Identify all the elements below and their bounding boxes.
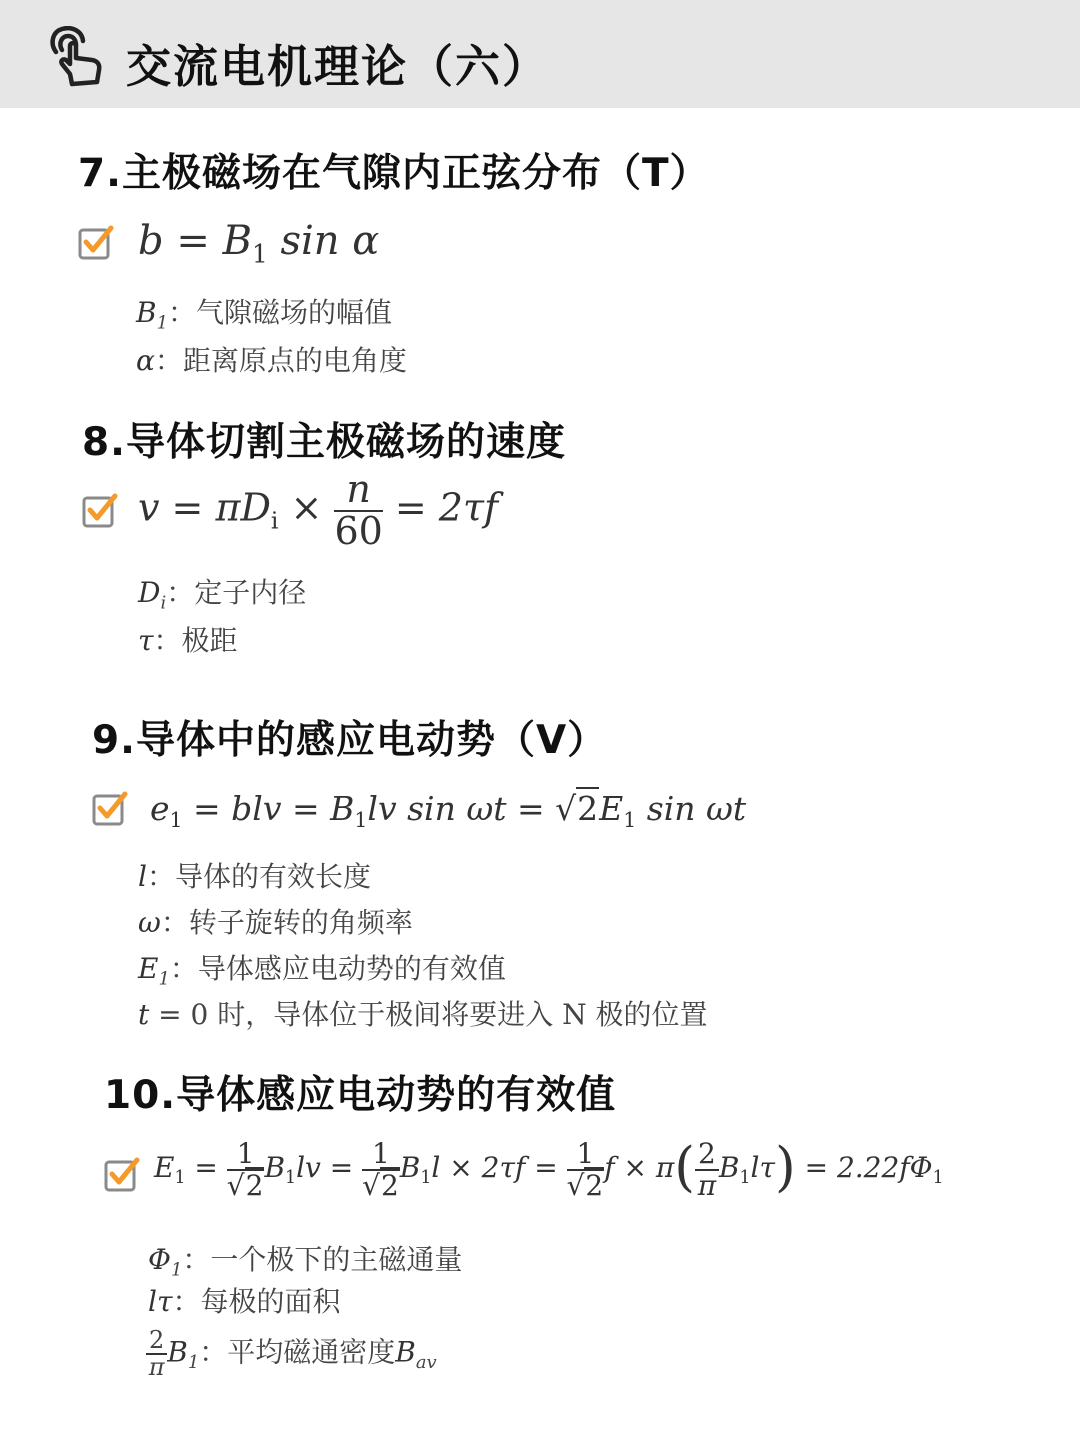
- formula-7: $b = B_1$ sin α: [138, 218, 380, 269]
- section-7-heading: 7.主极磁场在气隙内正弦分布（T）: [78, 151, 710, 196]
- section-10-heading: 10.导体感应电动势的有效值: [104, 1073, 617, 1118]
- definition-tau: τ：极距: [138, 624, 238, 657]
- formula-8: $v = \pi D_i$ × $\frac{n}{60}$ = 2τf: [138, 467, 499, 553]
- section-8-heading: 8.导体切割主极磁场的速度: [82, 420, 566, 465]
- checkbox-checked-icon: [82, 492, 118, 528]
- section-9-heading: 9.导体中的感应电动势（V）: [92, 718, 608, 763]
- definition-Bav: $\frac{2}{\pi}$ $B_1$：平均磁通密度$B_{av}$: [146, 1328, 437, 1380]
- touch-tap-icon: [48, 26, 108, 88]
- checkbox-checked-icon: [104, 1156, 140, 1192]
- definition-ltau: lτ：每极的面积: [148, 1285, 341, 1318]
- checkbox-checked-icon: [92, 790, 128, 826]
- header-bar: [0, 0, 1080, 108]
- checkbox-checked-icon: [78, 224, 114, 260]
- definition-l: l：导体的有效长度: [138, 860, 371, 893]
- formula-10: $E_1$ = $\frac{1}{√2}$ $B_1lv$ = $\frac{1}{√2}$ $B_1l \times 2\tau f$ = $\frac{1}{√2}$ f × π( $\frac{2}{\pi}$ $B_1l\tau) = 2.22f\Phi_1$: [154, 1136, 944, 1202]
- definition-omega: ω：转子旋转的角频率: [138, 906, 413, 939]
- definition-t0: t = 0 时，导体位于极间将要进入 N 极的位置: [138, 998, 708, 1031]
- definition-E1: $E_1$：导体感应电动势的有效值: [138, 952, 506, 990]
- definition-Phi1: $\Phi_1$：一个极下的主磁通量: [148, 1243, 463, 1281]
- definition-Di: $D_i$：定子内径: [138, 576, 307, 614]
- page-title: 交流电机理论（六）: [126, 40, 550, 93]
- definition-B1: $B_1$：气隙磁场的幅值: [136, 296, 392, 334]
- formula-9: $e_1$ = blv = $B_1lv$ $\sin \omega t = √2E_1$ sin ωt: [150, 789, 747, 833]
- definition-alpha: α：距离原点的电角度: [136, 344, 407, 377]
